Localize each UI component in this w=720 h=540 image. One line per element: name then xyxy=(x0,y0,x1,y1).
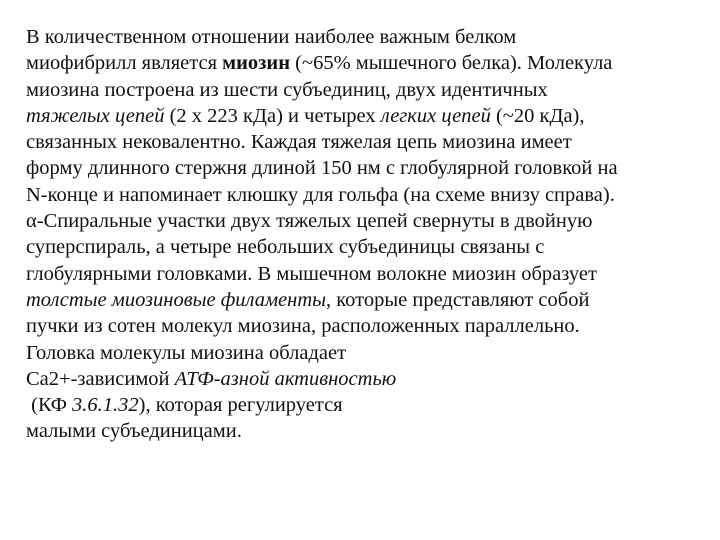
text-line xyxy=(26,24,706,50)
text-line xyxy=(26,287,706,313)
text-segment: пучки из сотен молекул миозина, расположенных параллельно. xyxy=(26,315,580,338)
text-line xyxy=(26,77,706,103)
text-line xyxy=(26,392,706,418)
text-line xyxy=(26,182,706,208)
text-segment: , которые представляют собой xyxy=(326,288,590,311)
text-segment: (~20 кДа), xyxy=(490,104,585,127)
text-segment: (2 х 223 кДа) и четырех xyxy=(164,104,381,127)
text-line xyxy=(26,208,706,234)
text-segment: связанных нековалентно. Каждая тяжелая цепь миозина имеет xyxy=(26,131,572,154)
myosin-paragraph xyxy=(26,24,706,445)
italic-term: АТФ-азной активностью xyxy=(174,367,397,390)
text-segment: миозина построена из шести субъединиц, двух идентичных xyxy=(26,78,548,101)
text-line xyxy=(26,155,706,181)
text-segment: α-Спиральные участки двух тяжелых цепей свернуты в двойную xyxy=(26,210,593,233)
italic-term: толстые миозиновые филаменты xyxy=(26,288,327,311)
text-line xyxy=(26,261,706,287)
text-line xyxy=(26,340,706,366)
text-line xyxy=(26,50,706,76)
bold-term: миозин xyxy=(222,52,291,75)
text-line xyxy=(26,313,706,339)
text-line xyxy=(26,129,706,155)
italic-term: 3.6.1.32 xyxy=(72,394,139,417)
text-segment: суперспираль, а четыре небольших субъединицы связаны с xyxy=(26,236,545,259)
text-segment: ), которая регулируется xyxy=(138,394,343,417)
italic-term: легких цепей xyxy=(380,104,491,127)
text-line xyxy=(26,103,706,129)
text-line xyxy=(26,366,706,392)
text-line xyxy=(26,234,706,260)
text-segment: Головка молекулы миозина обладает xyxy=(26,341,347,364)
italic-term: тяжелых цепей xyxy=(26,104,165,127)
text-segment: малыми субъединицами. xyxy=(26,420,242,443)
text-segment: форму длинного стержня длиной 150 нм с глобулярной головкой на xyxy=(26,157,618,180)
text-segment: глобулярными головками. В мышечном волокне миозин образует xyxy=(26,262,597,285)
text-segment: (~65% мышечного белка). Молекула xyxy=(290,52,613,75)
text-line xyxy=(26,418,706,444)
text-segment: N-конце и напоминает клюшку для гольфа (на схеме внизу справа). xyxy=(26,183,615,206)
text-segment: В количественном отношении наиболее важным белком xyxy=(26,26,517,48)
text-segment: миофибрилл является xyxy=(26,52,223,75)
text-segment: Са2+-зависимой xyxy=(26,367,175,390)
text-segment: (КФ xyxy=(26,394,73,417)
